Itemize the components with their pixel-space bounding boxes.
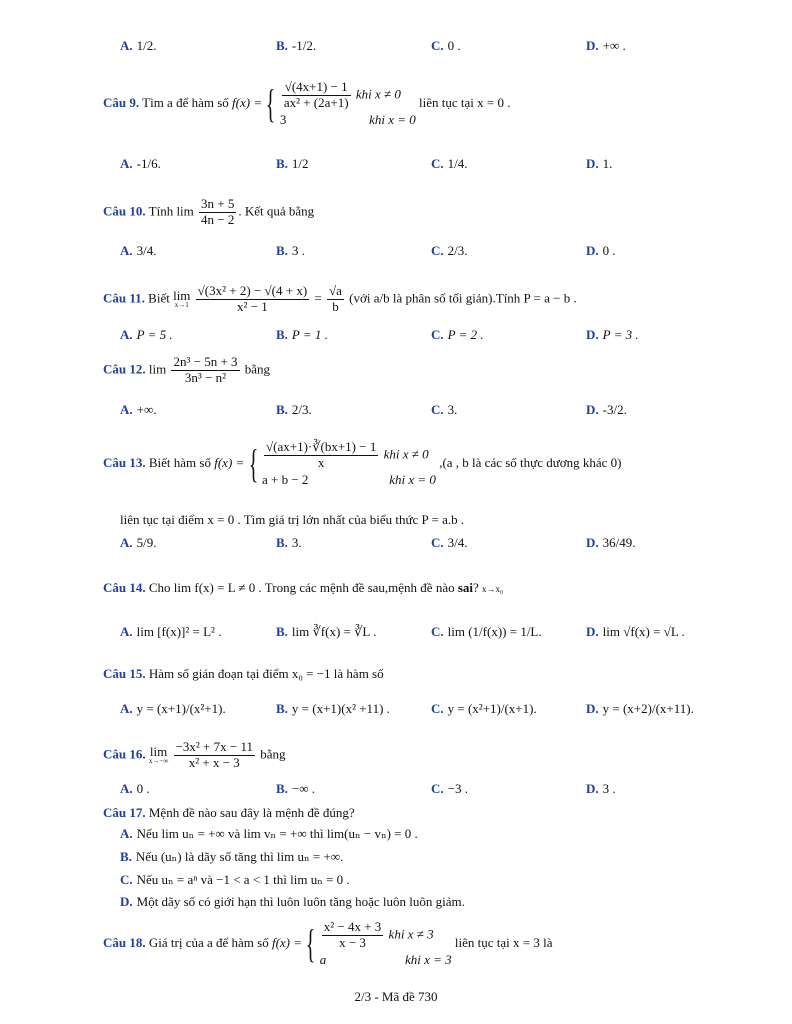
q17-option-a xyxy=(120,826,418,842)
question-number: Câu 11. xyxy=(103,290,145,306)
question-14 xyxy=(103,580,503,596)
fraction-numerator: −3x² + 7x − 11 xyxy=(175,739,253,754)
fraction-denominator: x xyxy=(317,454,325,470)
option-text: 2/3. xyxy=(291,402,312,417)
q15-option-d xyxy=(586,701,694,717)
option-label: C. xyxy=(431,701,444,716)
question-stem: Hàm số gián đoạn tại điểm x₀ = −1 là hàm số xyxy=(148,666,384,681)
q11-option-b xyxy=(276,327,328,343)
option-text: 3. xyxy=(291,535,302,550)
option-label: D. xyxy=(586,38,599,53)
option-label: A. xyxy=(120,624,133,639)
question-number: Câu 14. xyxy=(103,580,146,595)
question-tail: (với a/b là phân số tối giản).Tính P = a − b . xyxy=(349,290,577,306)
case1-condition: khi x ≠ 3 xyxy=(388,926,434,942)
option-label: C. xyxy=(431,624,444,639)
option-label: B. xyxy=(276,402,288,417)
case1-condition: khi x ≠ 0 xyxy=(355,86,401,102)
option-text: 2/3. xyxy=(447,243,468,258)
option-text: 1. xyxy=(602,156,613,171)
question-number: Câu 13. xyxy=(103,455,146,471)
q14-option-c xyxy=(431,624,542,640)
question-stem: lim xyxy=(148,361,167,377)
option-label: D. xyxy=(120,894,133,909)
option-text: -1/6. xyxy=(136,156,161,171)
limit-subscript: x→x₀ xyxy=(482,584,504,594)
option-label: A. xyxy=(120,535,133,550)
q16-option-a xyxy=(120,781,150,797)
question-number: Câu 12. xyxy=(103,361,146,377)
option-label: C. xyxy=(431,156,444,171)
option-label: A. xyxy=(120,243,133,258)
option-label: D. xyxy=(586,156,599,171)
question-number: Câu 17. xyxy=(103,805,146,820)
option-text: Nếu lim uₙ = +∞ và lim vₙ = +∞ thì lim(uₙ − vₙ) = 0 . xyxy=(136,826,418,841)
question-12 xyxy=(103,355,270,386)
q14-option-a xyxy=(120,624,221,640)
piecewise xyxy=(280,80,416,128)
q11-option-a xyxy=(120,327,173,343)
option-label: A. xyxy=(120,402,133,417)
q9-option-b xyxy=(276,156,309,172)
option-text: y = (x+1)/(x²+1). xyxy=(136,701,226,716)
option-text: 3 . xyxy=(602,781,616,796)
question-9 xyxy=(103,80,510,128)
case2-value: 3 xyxy=(279,111,287,127)
fraction-denominator: b xyxy=(332,298,339,314)
limit-subscript: x→−∞ xyxy=(148,757,169,766)
case1-fraction xyxy=(322,920,384,951)
option-text: 3 . xyxy=(291,243,305,258)
q12-option-b xyxy=(276,402,312,418)
fraction-denominator: 4n − 2 xyxy=(201,211,235,227)
option-text: lim √f(x) = √L . xyxy=(602,624,685,639)
option-label: B. xyxy=(276,701,288,716)
fraction-numerator: √a xyxy=(329,283,342,298)
q15-option-b xyxy=(276,701,390,717)
limit-fraction xyxy=(196,284,309,315)
option-label: B. xyxy=(276,243,288,258)
left-brace: { xyxy=(266,81,276,127)
option-text: lim ∛f(x) = ∛L . xyxy=(291,624,377,639)
option-text: lim (1/f(x)) = 1/L. xyxy=(447,624,542,639)
question-number: Câu 9. xyxy=(103,95,140,111)
fraction-denominator: 3n³ − n² xyxy=(184,369,227,385)
limit-operator xyxy=(173,289,190,309)
limit-fraction xyxy=(174,740,255,771)
option-label: D. xyxy=(586,243,599,258)
case2-value: a xyxy=(319,951,327,967)
option-text: 3. xyxy=(447,402,458,417)
option-text: 0 . xyxy=(136,781,150,796)
question-stem: Tìm a để hàm số xyxy=(142,95,229,111)
question-stem: Biết xyxy=(148,290,170,306)
option-label: D. xyxy=(586,701,599,716)
option-text: +∞. xyxy=(136,402,157,417)
option-label: A. xyxy=(120,826,133,841)
q10-option-a xyxy=(120,243,157,259)
fraction-numerator: √(4x+1) − 1 xyxy=(282,80,351,96)
option-label: A. xyxy=(120,156,133,171)
option-text: 1/2. xyxy=(136,38,157,53)
function-name: f(x) = xyxy=(214,455,245,471)
question-stem: Tính lim xyxy=(148,203,194,219)
option-text: P = 3 . xyxy=(602,327,639,342)
q9-option-a xyxy=(120,156,161,172)
rhs-fraction xyxy=(327,284,344,315)
option-label: A. xyxy=(120,38,133,53)
question-tail: bằng xyxy=(244,361,271,377)
fraction-denominator: x² + x − 3 xyxy=(188,754,240,770)
option-label: D. xyxy=(586,624,599,639)
option-text: y = (x+2)/(x+11). xyxy=(602,701,694,716)
question-number: Câu 15. xyxy=(103,666,146,681)
question-10 xyxy=(103,197,314,228)
q16-option-d xyxy=(586,781,616,797)
q17-option-c xyxy=(120,872,350,888)
option-text: 1/2 xyxy=(291,156,309,171)
q8-option-c xyxy=(431,38,461,54)
q15-option-a xyxy=(120,701,226,717)
question-stem: Cho lim f(x) = L ≠ 0 . Trong các mệnh đề sau,mệnh đề nào xyxy=(148,580,455,595)
option-text: P = 1 . xyxy=(291,327,328,342)
option-text: -3/2. xyxy=(602,402,627,417)
q17-option-d xyxy=(120,894,465,910)
case2-condition: khi x = 0 xyxy=(369,111,416,127)
function-name: f(x) = xyxy=(271,935,303,951)
left-brace: { xyxy=(248,441,258,487)
q13-option-b xyxy=(276,535,302,551)
q9-option-c xyxy=(431,156,468,172)
fraction-numerator: √(ax+1)·∛(bx+1) − 1 xyxy=(266,439,377,454)
case2-value: a + b − 2 xyxy=(262,471,309,487)
q10-option-b xyxy=(276,243,305,259)
option-text: 0 . xyxy=(447,38,461,53)
fraction-numerator: x² − 4x + 3 xyxy=(323,919,382,934)
q13-second-line: liên tục tại điểm x = 0 . Tìm giá trị lớn nhất của biểu thức P = a.b . xyxy=(120,512,465,527)
option-label: B. xyxy=(276,38,288,53)
question-stem: Giá trị của a để hàm số xyxy=(148,935,269,951)
question-17 xyxy=(103,805,355,821)
option-text: 3/4. xyxy=(136,243,157,258)
option-text: −∞ . xyxy=(291,781,316,796)
option-text: P = 2 . xyxy=(447,327,484,342)
q15-option-c xyxy=(431,701,537,717)
question-end: ? xyxy=(473,580,479,595)
q11-option-d xyxy=(586,327,639,343)
option-text: Nếu (uₙ) là dãy số tăng thì lim uₙ = +∞. xyxy=(135,849,344,864)
option-label: B. xyxy=(276,781,288,796)
question-number: Câu 16. xyxy=(103,746,146,762)
option-text: Nếu uₙ = aⁿ và −1 < a < 1 thì lim uₙ = 0 . xyxy=(136,872,350,887)
option-label: D. xyxy=(586,402,599,417)
q16-option-c xyxy=(431,781,468,797)
fraction-denominator: x² − 1 xyxy=(237,298,268,314)
option-label: C. xyxy=(431,327,444,342)
option-label: A. xyxy=(120,781,133,796)
option-text: 36/49. xyxy=(602,535,636,550)
option-label: C. xyxy=(431,535,444,550)
option-label: B. xyxy=(276,535,288,550)
option-text: y = (x+1)(x² +11) . xyxy=(291,701,390,716)
option-text: P = 5 . xyxy=(136,327,173,342)
q13-option-d xyxy=(586,535,636,551)
option-label: C. xyxy=(431,781,444,796)
page-footer: 2/3 - Mã đề 730 xyxy=(354,989,438,1004)
piecewise xyxy=(320,920,452,968)
option-label: C. xyxy=(120,872,133,887)
question-13 xyxy=(103,440,622,488)
option-label: C. xyxy=(431,243,444,258)
question-tail: . Kết quả bằng xyxy=(238,203,315,219)
question-stem: Mệnh đề nào sau đây là mệnh đề đúng? xyxy=(148,805,355,820)
q12-option-c xyxy=(431,402,457,418)
fraction-denominator: x − 3 xyxy=(339,934,366,950)
fraction-numerator: 2n³ − 5n + 3 xyxy=(173,354,238,369)
piecewise xyxy=(262,440,436,488)
q8-option-a xyxy=(120,38,157,54)
case2-condition: khi x = 0 xyxy=(389,471,436,487)
question-tail: liên tục tại x = 0 . xyxy=(419,95,511,111)
question-number: Câu 18. xyxy=(103,935,146,951)
function-name: f(x) = xyxy=(232,95,263,111)
q13-option-a xyxy=(120,535,157,551)
q12-option-a xyxy=(120,402,157,418)
q12-option-d xyxy=(586,402,627,418)
option-label: D. xyxy=(586,781,599,796)
option-label: C. xyxy=(431,402,444,417)
q8-option-b xyxy=(276,38,316,54)
question-tail: bằng xyxy=(260,746,286,762)
option-text: −3 . xyxy=(447,781,468,796)
option-label: B. xyxy=(120,849,132,864)
option-text: 5/9. xyxy=(136,535,157,550)
equals-sign: = xyxy=(314,290,322,306)
option-label: B. xyxy=(276,624,288,639)
option-label: D. xyxy=(586,327,599,342)
option-label: B. xyxy=(276,327,288,342)
option-label: C. xyxy=(431,38,444,53)
case2-condition: khi x = 3 xyxy=(404,951,452,967)
question-15 xyxy=(103,666,384,682)
limit-subscript: x→1 xyxy=(174,301,189,310)
question-11 xyxy=(103,284,577,315)
q8-option-d xyxy=(586,38,626,54)
q9-option-d xyxy=(586,156,612,172)
q14-option-b xyxy=(276,624,376,640)
case1-condition: khi x ≠ 0 xyxy=(383,446,429,462)
q17-option-b xyxy=(120,849,343,865)
case1-fraction xyxy=(282,80,351,111)
case1-fraction xyxy=(264,440,378,471)
limit-word: lim xyxy=(173,288,191,304)
question-tail: liên tục tại x = 3 là xyxy=(454,935,553,951)
limit-word: lim xyxy=(149,744,168,760)
option-text: Một dãy số có giới hạn thì luôn luôn tăng hoặc luôn luôn giảm. xyxy=(136,894,465,909)
option-text: 3/4. xyxy=(447,535,468,550)
question-16 xyxy=(103,740,286,771)
fraction-denominator: ax² + (2a+1) xyxy=(283,94,349,110)
question-number: Câu 10. xyxy=(103,203,146,219)
q11-option-c xyxy=(431,327,484,343)
emphasis-word: sai xyxy=(457,580,474,595)
option-text: 1/4. xyxy=(447,156,468,171)
option-text: +∞ . xyxy=(602,38,626,53)
limit-operator xyxy=(149,745,168,765)
q10-option-c xyxy=(431,243,468,259)
question-tail: ,(a , b là các số thực dương khác 0) xyxy=(439,455,622,471)
limit-fraction xyxy=(171,355,239,386)
question-stem: Biết hàm số xyxy=(148,455,211,471)
limit-fraction xyxy=(199,197,236,228)
q10-option-d xyxy=(586,243,616,259)
option-text: lim [f(x)]² = L² . xyxy=(136,624,222,639)
q14-option-d xyxy=(586,624,685,640)
fraction-numerator: √(3x² + 2) − √(4 + x) xyxy=(197,283,308,298)
question-18 xyxy=(103,920,553,968)
option-label: A. xyxy=(120,327,133,342)
option-label: D. xyxy=(586,535,599,550)
q13-option-c xyxy=(431,535,468,551)
option-text: y = (x²+1)/(x+1). xyxy=(447,701,537,716)
left-brace: { xyxy=(306,921,316,967)
fraction-numerator: 3n + 5 xyxy=(201,196,235,211)
option-label: B. xyxy=(276,156,288,171)
option-text: 0 . xyxy=(602,243,616,258)
option-label: A. xyxy=(120,701,133,716)
q16-option-b xyxy=(276,781,315,797)
option-text: -1/2. xyxy=(291,38,317,53)
